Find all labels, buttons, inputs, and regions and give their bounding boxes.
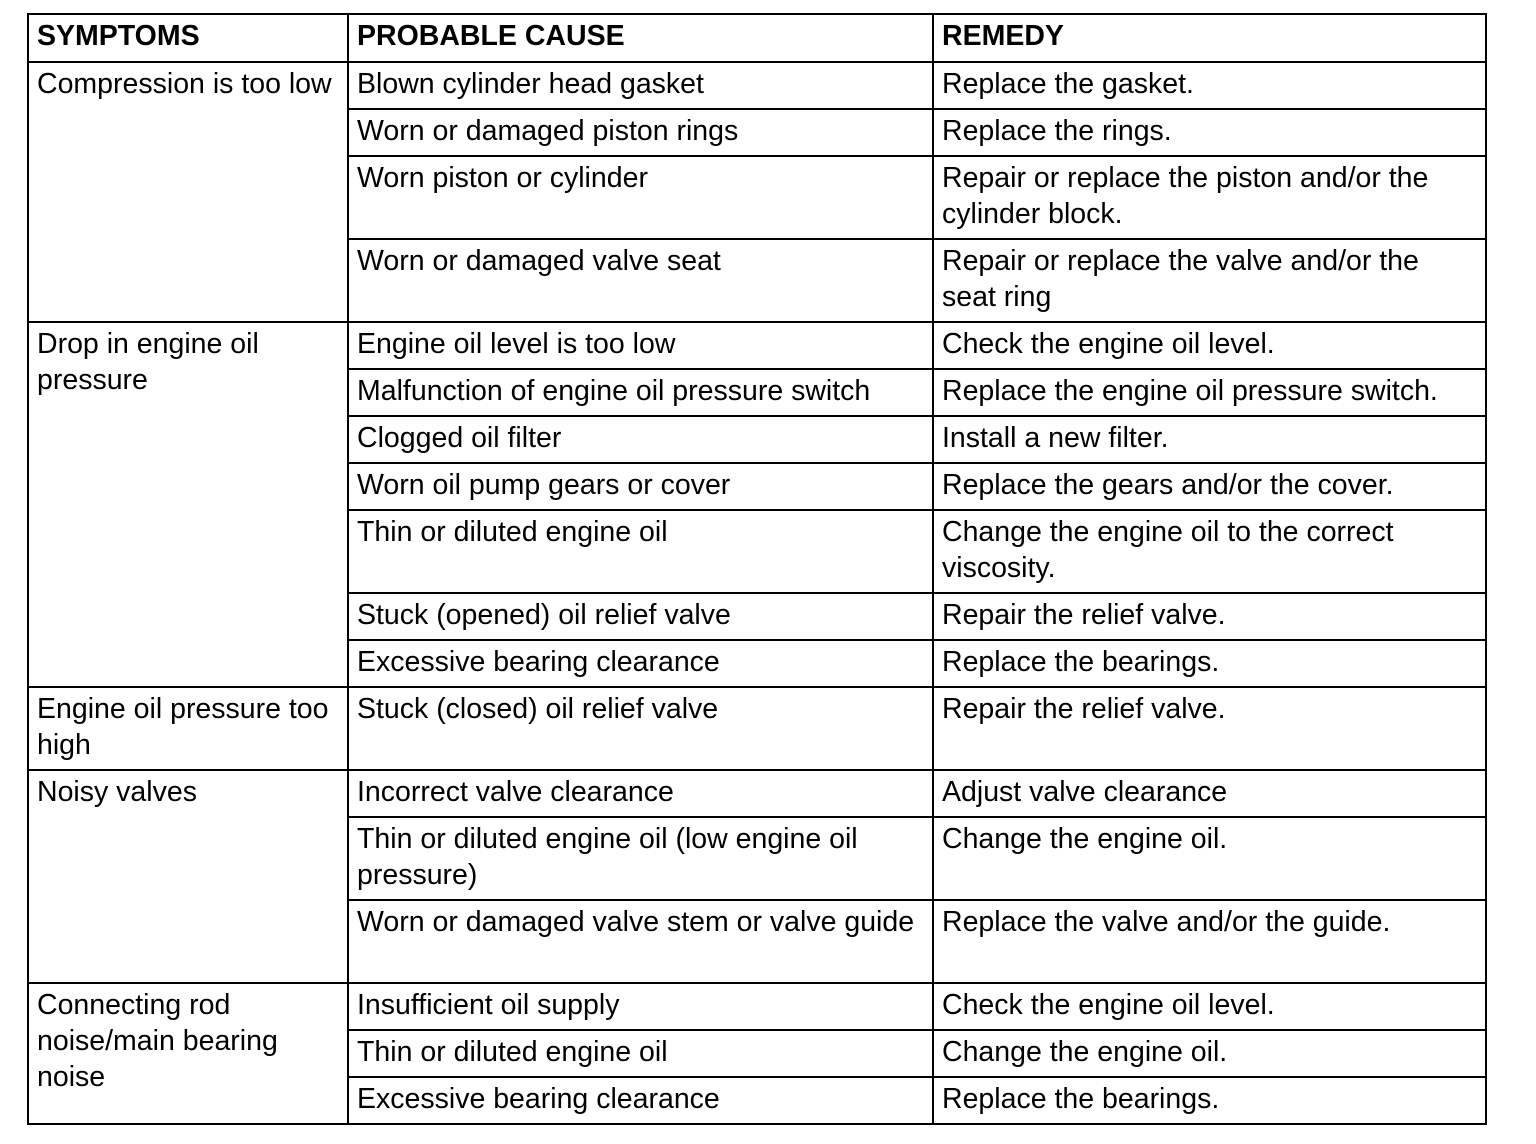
cause-cell: Worn or damaged valve seat	[348, 239, 933, 322]
remedy-cell: Replace the rings.	[933, 109, 1486, 156]
remedy-cell: Repair or replace the piston and/or the cylinder block.	[933, 156, 1486, 239]
remedy-cell: Repair the relief valve.	[933, 687, 1486, 770]
table-row	[28, 983, 1486, 1030]
cause-cell: Stuck (opened) oil relief valve	[348, 593, 933, 640]
symptom-cell: Noisy valves	[28, 770, 348, 983]
remedy-cell: Replace the engine oil pressure switch.	[933, 369, 1486, 416]
table-row	[28, 62, 1486, 109]
cause-cell: Thin or diluted engine oil	[348, 510, 933, 593]
cause-cell: Worn oil pump gears or cover	[348, 463, 933, 510]
header-row	[28, 14, 1486, 62]
table-row	[28, 322, 1486, 369]
cause-cell: Insufficient oil supply	[348, 983, 933, 1030]
cause-cell: Worn or damaged valve stem or valve guide	[348, 900, 933, 983]
symptom-cell: Connecting rod noise/main bearing noise	[28, 983, 348, 1124]
header-probable-cause: PROBABLE CAUSE	[348, 14, 933, 62]
remedy-cell: Adjust valve clearance	[933, 770, 1486, 817]
table-row	[28, 687, 1486, 770]
cause-cell: Thin or diluted engine oil	[348, 1030, 933, 1077]
remedy-cell: Change the engine oil.	[933, 1030, 1486, 1077]
cause-cell: Worn piston or cylinder	[348, 156, 933, 239]
remedy-cell: Repair the relief valve.	[933, 593, 1486, 640]
cause-cell: Engine oil level is too low	[348, 322, 933, 369]
remedy-cell: Replace the bearings.	[933, 1077, 1486, 1124]
troubleshooting-table	[27, 13, 1487, 1125]
cause-cell: Malfunction of engine oil pressure switch	[348, 369, 933, 416]
cause-cell: Incorrect valve clearance	[348, 770, 933, 817]
remedy-cell: Replace the bearings.	[933, 640, 1486, 687]
cause-cell: Blown cylinder head gasket	[348, 62, 933, 109]
table-row	[28, 770, 1486, 817]
header-symptoms: SYMPTOMS	[28, 14, 348, 62]
remedy-cell: Check the engine oil level.	[933, 322, 1486, 369]
cause-cell: Clogged oil filter	[348, 416, 933, 463]
cause-cell: Excessive bearing clearance	[348, 640, 933, 687]
cause-cell: Excessive bearing clearance	[348, 1077, 933, 1124]
remedy-cell: Replace the valve and/or the guide.	[933, 900, 1486, 983]
cause-cell: Worn or damaged piston rings	[348, 109, 933, 156]
symptom-cell: Engine oil pressure too high	[28, 687, 348, 770]
remedy-cell: Install a new filter.	[933, 416, 1486, 463]
remedy-cell: Change the engine oil.	[933, 817, 1486, 900]
cause-cell: Thin or diluted engine oil (low engine oil pressure)	[348, 817, 933, 900]
remedy-cell: Check the engine oil level.	[933, 983, 1486, 1030]
remedy-cell: Replace the gears and/or the cover.	[933, 463, 1486, 510]
header-remedy: REMEDY	[933, 14, 1486, 62]
symptom-cell: Compression is too low	[28, 62, 348, 322]
remedy-cell: Repair or replace the valve and/or the seat ring	[933, 239, 1486, 322]
remedy-cell: Change the engine oil to the correct viscosity.	[933, 510, 1486, 593]
symptom-cell: Drop in engine oil pressure	[28, 322, 348, 687]
remedy-cell: Replace the gasket.	[933, 62, 1486, 109]
cause-cell: Stuck (closed) oil relief valve	[348, 687, 933, 770]
